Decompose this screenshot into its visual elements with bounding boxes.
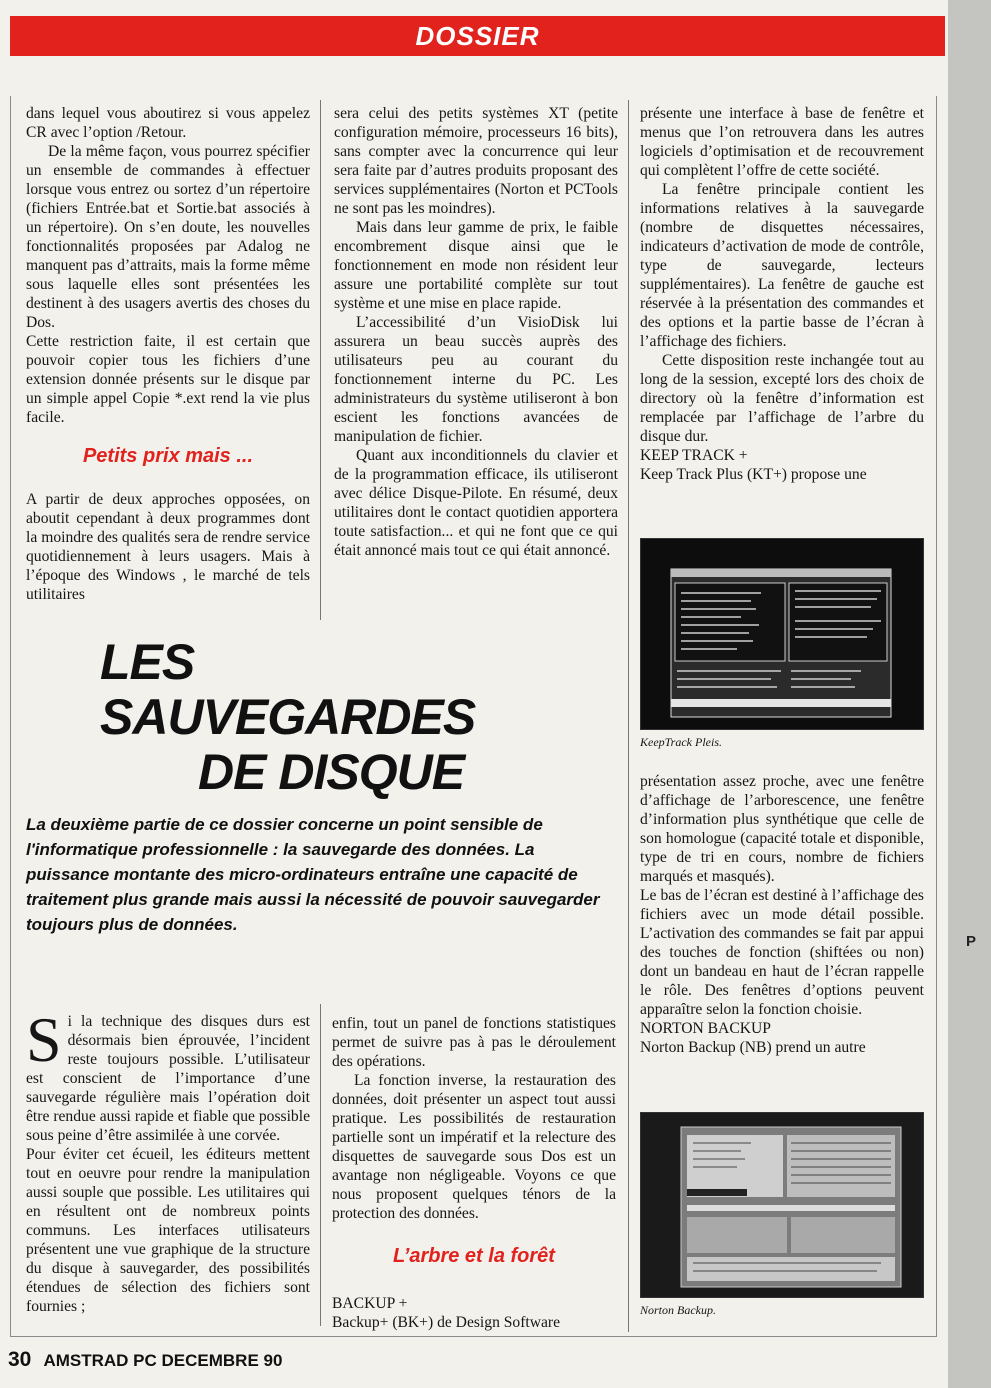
norton-screen-image bbox=[641, 1113, 924, 1297]
section-banner bbox=[10, 16, 945, 56]
article-title bbox=[100, 635, 570, 800]
paragraph: Keep Track Plus (KT+) propose une bbox=[640, 466, 867, 483]
paragraph: Norton Backup (NB) prend un autre bbox=[640, 1039, 866, 1056]
column-3 bbox=[640, 104, 924, 484]
figure-caption: Norton Backup. bbox=[640, 1303, 716, 1317]
page-number: 30 bbox=[8, 1348, 32, 1371]
norton-heading: NORTON BACKUP bbox=[640, 1020, 771, 1037]
subheading-petits-prix: Petits prix mais ... bbox=[82, 445, 254, 467]
paragraph: Mais dans leur gamme de prix, le faible encombrement disque ainsi que le fonctionnement en mode non résident leur assure une portabilité complète sur tout système et une mise en place rapide. bbox=[334, 219, 618, 312]
figure-norton bbox=[640, 1112, 924, 1318]
keeptrack-screen-image bbox=[641, 539, 924, 729]
paragraph bbox=[26, 1004, 310, 1145]
figure-keeptrack bbox=[640, 538, 924, 750]
paragraph: Cette restriction faite, il est certain que pouvoir copier tous les fichiers d’une extension donnée présents sur le disque par un simple appel Copie *.ext rend la vie plus facile. bbox=[26, 333, 310, 426]
column-divider bbox=[628, 100, 629, 1332]
paragraph: enfin, tout un panel de fonctions statistiques permet de suivre pas à pas le déroulement des opérations. bbox=[332, 1015, 616, 1070]
title-line-1: LES SAUVEGARDES bbox=[100, 634, 476, 745]
paragraph: Cette disposition reste inchangée tout au long de la session, excepté lors des choix de directory où la fenêtre d’information est remplacée par l’affichage de l’arbre du disque dur. bbox=[640, 352, 924, 445]
page-footer bbox=[8, 1348, 282, 1372]
column-2-bottom bbox=[332, 1014, 616, 1332]
paragraph: présente une interface à base de fenêtre et menus que l’on retrouvera dans les autres logiciels d’optimisation et de recouvrement qui complètent l’offre de cette société. bbox=[640, 105, 924, 179]
paragraph: La fonction inverse, la restauration des données, doit présenter un aspect tout aussi pratique. Les possibilités de restauration partielle sont un impératif et la relecture des disquettes de sauvegarde sous Dos est un avantage non négligeable. Voyons ce que nous proposent quelques ténors de la protection des données. bbox=[332, 1072, 616, 1222]
paragraph: présentation assez proche, avec une fenêtre d’affichage de l’arborescence, une fenêtre d’information plus synthétique que celle de son homologue (capacité totale et disponible, type de tri en cours, nombre de fichiers marqués et masqués). bbox=[640, 773, 924, 885]
column-2-top bbox=[334, 104, 618, 560]
column-1-top bbox=[26, 104, 310, 604]
footer-magazine: AMSTRAD PC DECEMBRE 90 bbox=[43, 1351, 283, 1370]
article-lead: La deuxième partie de ce dossier concerne un point sensible de l'informatique professionnelle : la sauvegarde des données. La puissance montante des micro-ordinateurs entraîne une capacité de traitement plus grande mais aussi la nécessité de pouvoir sauvegarder toujours plus de données. bbox=[26, 815, 600, 934]
margin-text: P bbox=[966, 933, 977, 950]
paragraph: A partir de deux approches opposées, on aboutit cependant à deux programmes dont la moindre des qualités sera de rendre service quotidiennement à leurs usagers. Mais à l’époque des Windows , le marché de tels utilitaires bbox=[26, 491, 310, 603]
keeptrack-screenshot bbox=[640, 538, 924, 730]
paragraph-text: i la technique des disques durs est désormais bien éprouvée, l’incident reste toujours possible. L’utilisateur est conscient de l’importance d’une sauvegarde régulière mais l’opération doit être rendue aussi rapide et fiable que possible sous peine d’être assimilée à une corvée. bbox=[26, 1013, 310, 1144]
norton-screenshot bbox=[640, 1112, 924, 1298]
banner-title: DOSSIER bbox=[415, 21, 540, 51]
paragraph: Le bas de l’écran est destiné à l’affichage des fichiers avec un mode détail possible. L’activation des commandes se fait par appui des touches de fonction (shiftées ou non) dont un bandeau en haut de l’écran rappelle le rôle. Des fenêtres d’options peuvent apparaître selon la fonction choisie. bbox=[640, 887, 924, 1018]
title-line-2: DE DISQUE bbox=[198, 744, 465, 800]
column-divider bbox=[320, 1004, 321, 1326]
paragraph: dans lequel vous aboutirez si vous appelez CR avec l’option /Retour. bbox=[26, 105, 310, 141]
drop-cap: S bbox=[26, 1004, 62, 1075]
column-3-middle bbox=[640, 772, 924, 1057]
paragraph: Backup+ (BK+) de Design Software bbox=[332, 1314, 561, 1331]
paragraph: Pour éviter cet écueil, les éditeurs mettent tout en oeuvre pour rendre la manipulation aussi souple que possible. Les utilitaires qui en résultent ont de nombreux points communs. Les interfaces utilisateurs présentent une vue graphique de la structure du disque à sauvegarder, des possibilités étendues de sélection des fichiers sont fournies ; bbox=[26, 1146, 310, 1315]
adjacent-page-edge bbox=[946, 0, 991, 1388]
backup-heading: BACKUP + bbox=[332, 1295, 408, 1312]
paragraph: L’accessibilité d’un VisioDisk lui assurera un beau succès auprès des utilisateurs peu au courant du fonctionnement interne du PC. Les administrateurs du système utiliseront à bon escient les fonctions avancées de manipulation de fichier. bbox=[334, 314, 618, 445]
paragraph: sera celui des petits systèmes XT (petite configuration mémoire, processeurs 16 bits), sans compter avec la concurrence qui leur sera faite par d’autres produits proposant des services supplémentaires (Norton et PCTools ne sont pas les moindres). bbox=[334, 105, 618, 217]
subheading-arbre: L’arbre et la forêt bbox=[393, 1245, 555, 1267]
paragraph: Quant aux inconditionnels du clavier et de la programmation efficace, ils utiliseront avec délice Disque-Pilote. En résumé, deux utilitaires dont le contact quotidien apportera toute satisfaction... et qui ne font que ce qui était annoncé mais tout ce qui était annoncé. bbox=[334, 447, 618, 559]
column-1-bottom bbox=[26, 1004, 310, 1316]
paragraph: La fenêtre principale contient les informations relatives à la sauvegarde (nombre de disquettes nécessaires, indicateurs d’activation de mode de contrôle, type de sauvegarde, lecteurs supplémentaires). La fenêtre de gauche est réservée à la présentation des commandes et des options et la partie basse de l’écran à l’affichage des fichiers. bbox=[640, 181, 924, 350]
keep-track-heading: KEEP TRACK + bbox=[640, 447, 748, 464]
column-divider bbox=[320, 100, 321, 620]
figure-caption: KeepTrack Pleis. bbox=[640, 735, 722, 749]
paragraph: De la même façon, vous pourrez spécifier un ensemble de commandes à effectuer lorsque vous entrez ou sortez d’un répertoire (fichiers Entrée.bat et Sortie.bat associés à un répertoire). On s’en doute, les nouvelles fonctionnalités proposées par Adalog ne manquent pas d’attraits, mais la forme même sous laquelle elles sont présentées les destinent à des usagers avertis des choses du Dos. bbox=[26, 143, 310, 331]
